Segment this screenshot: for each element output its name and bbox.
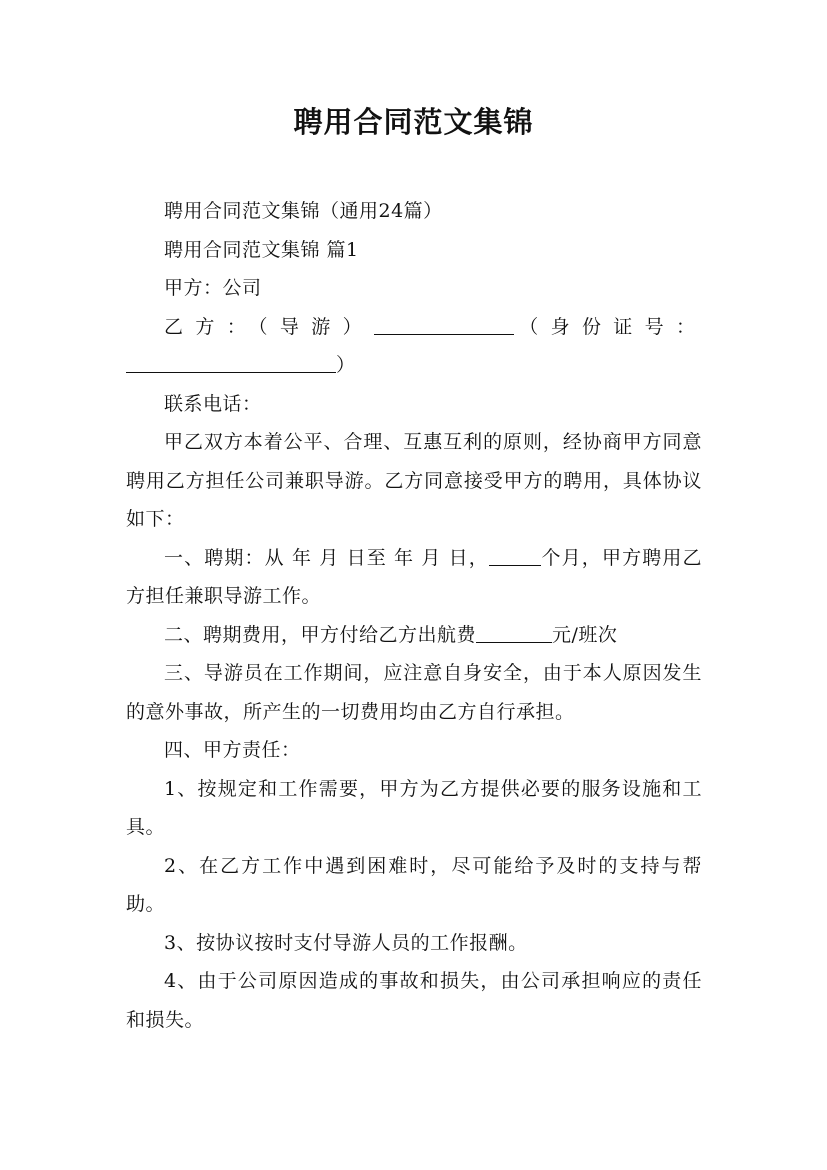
term-months-blank [489, 564, 541, 566]
party-b-id-close: ） [336, 354, 363, 376]
term-text: 一、聘期：从 年 月 日至 年 月 日， [164, 546, 489, 569]
paragraph-fee [126, 616, 702, 655]
document-body [126, 192, 702, 1039]
fee-text: 二、聘期费用，甲方付给乙方出航费 [164, 623, 477, 646]
paragraph-safety: 三、导游员在工作期间，应注意自身安全，由于本人原因发生的意外事故，所产生的一切费用均由乙方自行承担。 [126, 662, 702, 723]
term-tail: 个月，甲方聘用乙方担任兼职导游工作。 [126, 546, 702, 607]
paragraph-party-a-duties: 四、甲方责任： [164, 739, 301, 761]
fee-amount-blank [476, 641, 552, 643]
paragraph-party-a: 甲方：公司 [164, 277, 262, 299]
paragraph-duty-2: 2、在乙方工作中遇到困难时，尽可能给予及时的支持与帮助。 [126, 854, 702, 915]
paragraph-term [126, 539, 702, 616]
fee-tail: 元/班次 [552, 623, 618, 646]
paragraph-duty-3: 3、按协议按时支付导游人员的工作报酬。 [164, 931, 528, 954]
paragraph-phone: 联系电话： [164, 392, 262, 415]
paragraph-party-b [126, 308, 702, 385]
document-title: 聘用合同范文集锦 [293, 105, 534, 139]
party-b-id-blank [126, 371, 336, 373]
paragraph-section-heading: 聘用合同范文集锦 篇1 [164, 238, 359, 261]
party-b-name-blank [374, 333, 514, 335]
paragraph-duty-1: 1、按规定和工作需要，甲方为乙方提供必要的服务设施和工具。 [126, 777, 702, 838]
paragraph-duty-4: 4、由于公司原因造成的事故和损失，由公司承担响应的责任和损失。 [126, 970, 702, 1031]
paragraph-intro: 甲乙双方本着公平、合理、互惠互利的原则，经协商甲方同意聘用乙方担任公司兼职导游。乙方同意接受甲方的聘用，具体协议如下： [126, 431, 702, 530]
party-b-label: 乙方：（导游） [164, 315, 374, 338]
paragraph-subtitle: 聘用合同范文集锦（通用24篇） [164, 200, 443, 222]
party-b-id-label: （身份证号： [513, 315, 702, 338]
